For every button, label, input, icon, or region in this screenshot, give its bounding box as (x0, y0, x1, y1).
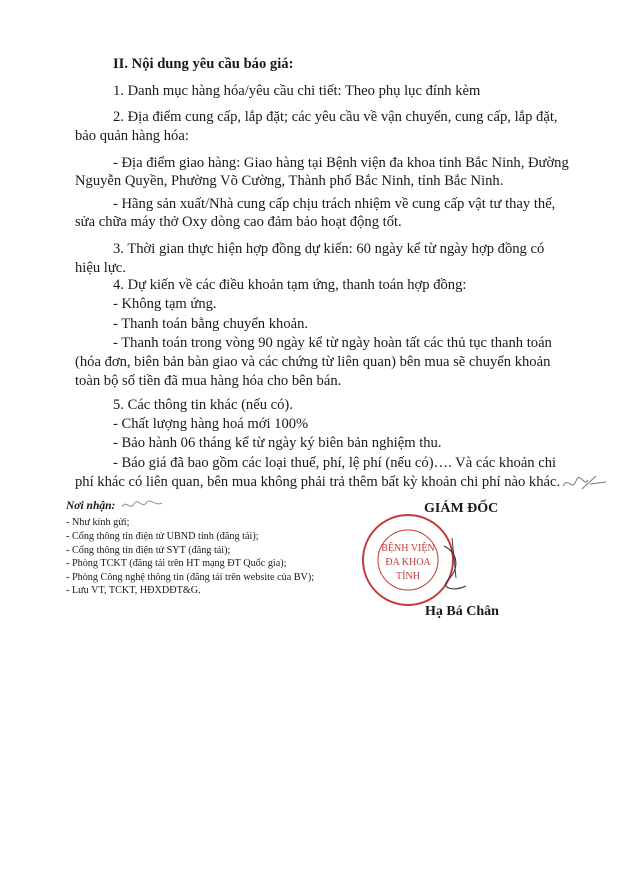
quote-line-1: - Báo giá đã bao gồm các loại thuế, phí, lệ phí (nếu có)…. Và các khoản chi (113, 455, 557, 471)
delivery-line-2: Nguyễn Quyền, Phường Võ Cường, Thành phố Bắc Ninh, tỉnh Bắc Ninh. (75, 173, 504, 189)
manufacturer-line-2: sửa chữa máy thở Oxy dòng cao đảm bảo hoạt động tốt. (75, 214, 402, 230)
stamp-line-3: TỈNH (396, 571, 420, 582)
payment-line-1: - Thanh toán trong vòng 90 ngày kể từ ngày hoàn tất các thủ tục thanh toán (113, 335, 552, 351)
bank-transfer: - Thanh toán bằng chuyển khoản. (113, 316, 309, 332)
official-stamp (348, 508, 468, 608)
recipient-item: - Phòng TCKT (đăng tải trên HT mạng ĐT Quốc gia); (66, 558, 287, 569)
delivery-line-1: - Địa điểm giao hàng: Giao hàng tại Bệnh viện đa khoa tỉnh Bắc Ninh, Đường (113, 155, 569, 171)
recipients-scribble-icon (120, 497, 166, 513)
item-4: 4. Dự kiến về các điều khoản tạm ứng, thanh toán hợp đồng: (113, 277, 467, 293)
item-3-line-1: 3. Thời gian thực hiện hợp đồng dự kiến: 60 ngày kể từ ngày hợp đồng có (113, 241, 545, 257)
manufacturer-line-1: - Hãng sản xuất/Nhà cung cấp chịu trách nhiệm về cung cấp vật tư thay thế, (113, 196, 556, 212)
item-2-line-1: 2. Địa điểm cung cấp, lắp đặt; các yêu cầu về vận chuyển, cung cấp, lắp đặt, (113, 109, 558, 125)
recipient-item: - Cổng thông tin điện tử SYT (đăng tải); (66, 545, 231, 556)
payment-line-2: (hóa đơn, biên bản bàn giao và các chứng từ liên quan) bên mua sẽ chuyển khoản (75, 354, 551, 370)
recipient-item: - Lưu VT, TCKT, HĐXDĐT&G. (66, 585, 201, 596)
stamp-line-2: ĐA KHOA (385, 557, 431, 568)
recipient-item: - Cổng thông tin điện tử UBND tỉnh (đăng tải); (66, 531, 259, 542)
stamp-line-1: BỆNH VIỆN (381, 543, 435, 554)
payment-line-3: toàn bộ số tiền đã mua hàng hóa cho bên bán. (75, 373, 342, 389)
recipient-item: - Phòng Công nghệ thông tin (đăng tải trên website của BV); (66, 572, 315, 583)
no-advance: - Không tạm ứng. (113, 296, 217, 312)
item-2-line-2: bảo quản hàng hóa: (75, 128, 189, 144)
initial-scribble-icon (560, 472, 610, 494)
recipient-item: - Như kính gửi; (66, 517, 130, 528)
section-heading: II. Nội dung yêu cầu báo giá: (113, 56, 294, 72)
quote-line-2: phí khác có liên quan, bên mua không phải trả thêm bất kỳ khoản chi phí nào khác. (75, 474, 561, 490)
warranty: - Bảo hành 06 tháng kể từ ngày ký biên bản nghiệm thu. (113, 435, 442, 451)
quality: - Chất lượng hàng hoá mới 100% (113, 416, 309, 432)
item-5: 5. Các thông tin khác (nếu có). (113, 397, 293, 413)
item-1: 1. Danh mục hàng hóa/yêu cầu chi tiết: Theo phụ lục đính kèm (113, 83, 481, 99)
recipients-title: Nơi nhận: (66, 500, 116, 512)
signer-position: GIÁM ĐỐC (424, 501, 499, 516)
signer-name: Hạ Bá Chân (425, 604, 499, 619)
item-3-line-2: hiệu lực. (75, 260, 126, 276)
